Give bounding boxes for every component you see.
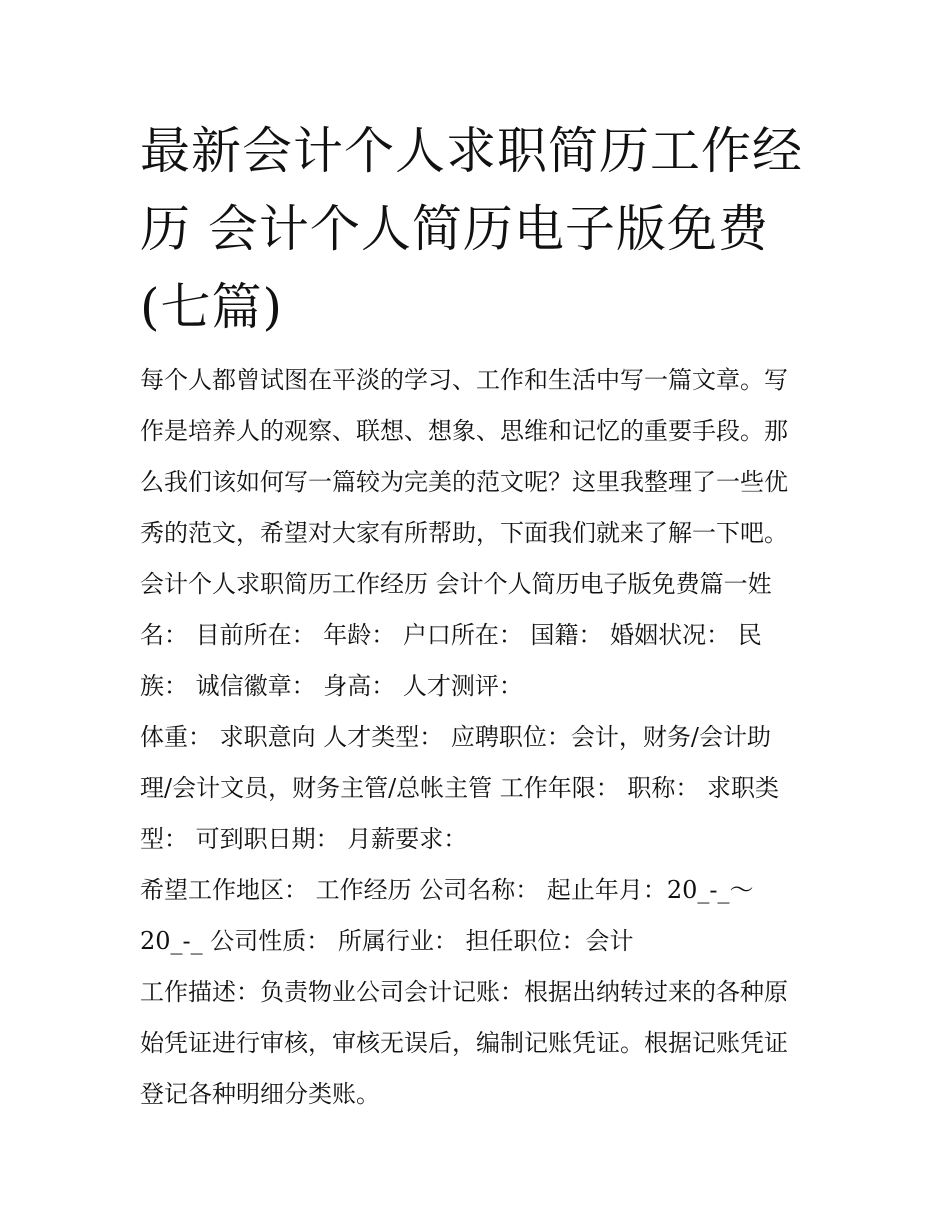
body-line: 秀的范文，希望对大家有所帮助，下面我们就来了解一下吧。 bbox=[140, 519, 788, 547]
body-line: 会计个人求职简历工作经历 会计个人简历电子版免费篇一姓 bbox=[140, 570, 772, 598]
body-line: 工作描述：负责物业公司会计记账：根据出纳转过来的各种原 bbox=[140, 978, 788, 1006]
body-line: 每个人都曾试图在平淡的学习、工作和生活中写一篇文章。写 bbox=[140, 366, 788, 394]
title-line: 历 会计个人简历电子版免费 bbox=[140, 200, 769, 258]
body-line: 名： 目前所在： 年龄： 户口所在： 国籍： 婚姻状况： 民 bbox=[140, 621, 762, 649]
title-line: 最新会计个人求职简历工作经 bbox=[140, 122, 803, 180]
body-line: 20_-_ 公司性质： 所属行业： 担任职位：会计 bbox=[140, 927, 634, 955]
body-line: 登记各种明细分类账。 bbox=[140, 1080, 380, 1108]
title-line: (七篇) bbox=[140, 278, 284, 336]
body-line: 么我们该如何写一篇较为完美的范文呢？这里我整理了一些优 bbox=[140, 468, 788, 496]
body-line: 希望工作地区： 工作经历 公司名称： 起止年月：20_-_～ bbox=[140, 876, 754, 904]
body-line: 始凭证进行审核，审核无误后，编制记账凭证。根据记账凭证 bbox=[140, 1029, 788, 1057]
body-line: 体重： 求职意向 人才类型： 应聘职位：会计，财务/会计助 bbox=[140, 723, 771, 751]
body-line: 族： 诚信徽章： 身高： 人才测评： bbox=[140, 672, 523, 700]
body-line: 理/会计文员，财务主管/总帐主管 工作年限： 职称： 求职类 bbox=[140, 774, 780, 802]
document-body bbox=[140, 355, 820, 1120]
document-title bbox=[140, 112, 820, 346]
body-line: 型： 可到职日期： 月薪要求： bbox=[140, 825, 468, 853]
body-line: 作是培养人的观察、联想、想象、思维和记忆的重要手段。那 bbox=[140, 417, 788, 445]
